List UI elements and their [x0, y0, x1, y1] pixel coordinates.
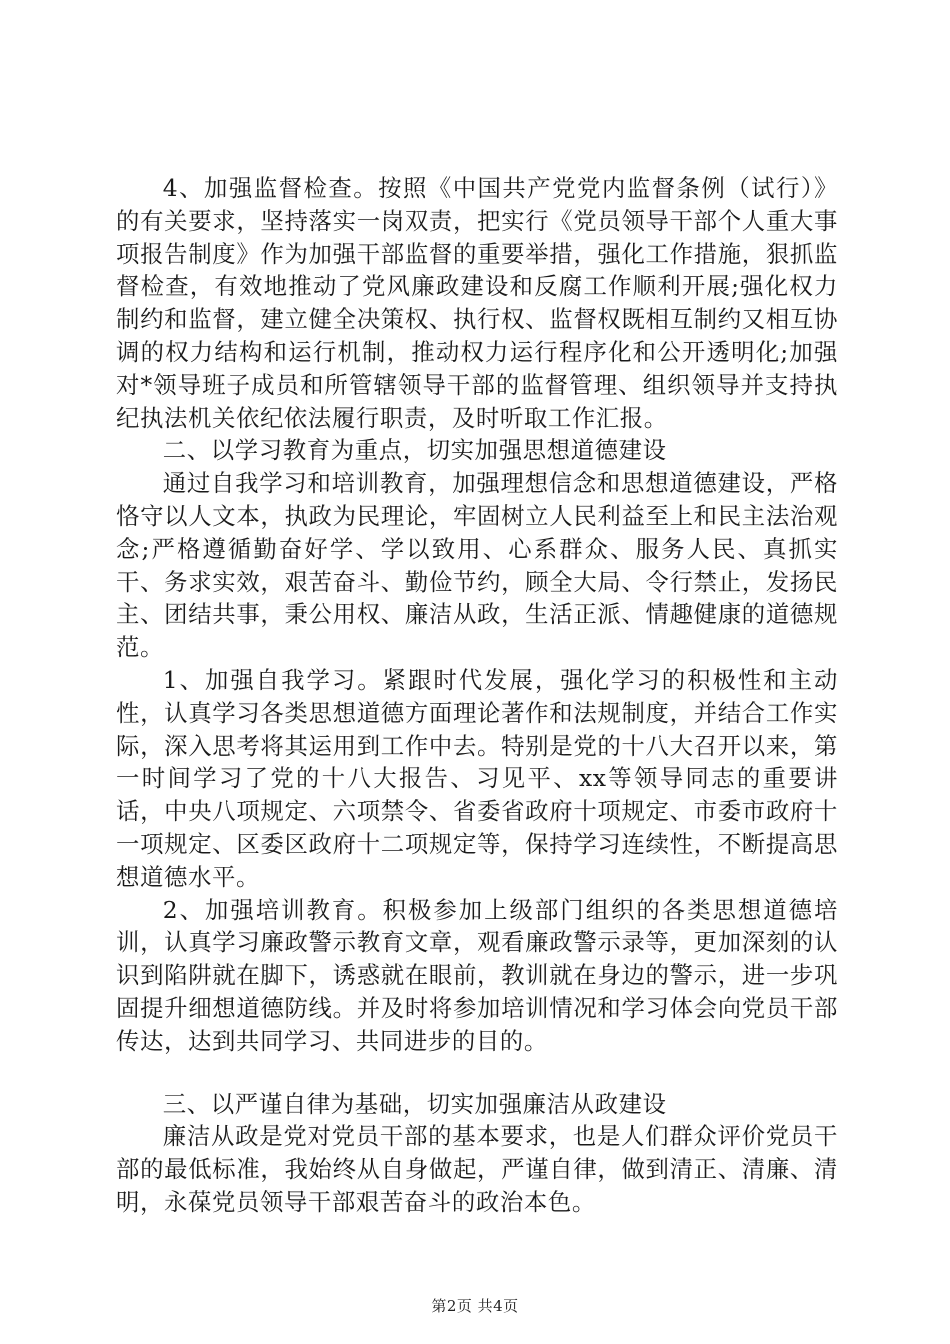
paragraph-self-study: 1、加强自我学习。紧跟时代发展，强化学习的积极性和主动性，认真学习各类思想道德方面理论著作和法规制度，并结合工作实际，深入思考将其运用到工作中去。特别是党的十八大召开以来，第一时间学习了党的十八大报告、习见平、xx等领导同志的重要讲话，中央八项规定、六项禁令、省委省政府十项规定、市委市政府十一项规定、区委区政府十二项规定等，保持学习连续性，不断提高思想道德水平。	[116, 665, 838, 891]
paragraph-gap	[116, 1058, 838, 1088]
section-heading-self-discipline: 三、以严谨自律为基础，切实加强廉洁从政建设	[162, 1089, 667, 1118]
paragraph-study-education: 通过自我学习和培训教育，加强理想信念和思想道德建设，严格恪守以人文本，执政为民理论，牢固树立人民利益至上和民主法治观念;严格遵循勤奋好学、学以致用、心系群众、服务人民、真抓实干、务求实效，艰苦奋斗、勤俭节约，顾全大局、令行禁止，发扬民主、团结共事，秉公用权、廉洁从政，生活正派、情趣健康的道德规范。	[116, 469, 838, 662]
page-number-footer: 第2页 共4页	[431, 1297, 519, 1315]
section-heading-study-education: 二、以学习教育为重点，切实加强思想道德建设	[162, 436, 667, 465]
document-body	[116, 172, 838, 1219]
paragraph-training: 2、加强培训教育。积极参加上级部门组织的各类思想道德培训，认真学习廉政警示教育文章，观看廉政警示录等，更加深刻的认识到陷阱就在脚下，诱惑就在眼前，教训就在身边的警示，进一步巩固提升细想道德防线。并及时将参加培训情况和学习体会向党员干部传达，达到共同学习、共同进步的目的。	[116, 895, 838, 1055]
paragraph-clean-governance: 廉洁从政是党对党员干部的基本要求，也是人们群众评价党员干部的最低标准，我始终从自身做起，严谨自律，做到清正、清廉、清明，永葆党员领导干部艰苦奋斗的政治本色。	[116, 1122, 838, 1216]
paragraph-supervision: 4、加强监督检查。按照《中国共产党党内监督条例（试行）》的有关要求，坚持落实一岗双责，把实行《党员领导干部个人重大事项报告制度》作为加强干部监督的重要举措，强化工作措施，狠抓监督检查，有效地推动了党风廉政建设和反腐工作顺利开展;强化权力制约和监督，建立健全决策权、执行权、监督权既相互制约又相互协调的权力结构和运行机制，推动权力运行程序化和公开透明化;加强对*领导班子成员和所管辖领导干部的监督管理、组织领导并支持执纪执法机关依纪依法履行职责，及时听取工作汇报。	[116, 174, 838, 432]
